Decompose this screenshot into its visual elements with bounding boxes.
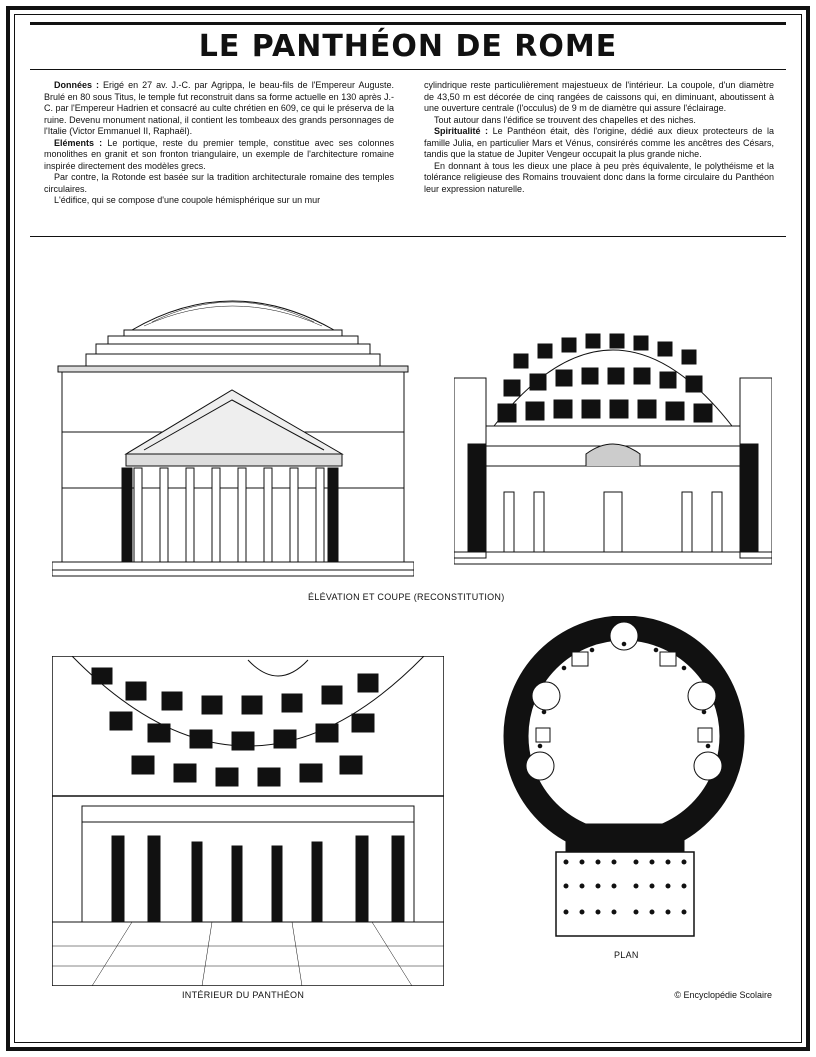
paragraph: Eléments : Le portique, reste du premier temple, constitue avec ses colonnes monolithes en granit et son fronton triangulaire, un exemple de l'architecture romaine inspirée directement des modèles grecs.: [44, 137, 394, 171]
elevation-caption: ÉLÉVATION ET COUPE (RECONSTITUTION): [308, 592, 505, 602]
plan-caption: PLAN: [614, 950, 639, 960]
paragraph: En donnant à tous les dieux une place à peu près équivalente, le polythéisme et la tolérance religieuse des Romains trouvaient donc dans la forme circulaire du Panthéon leur expression naturelle.: [424, 160, 774, 194]
plan-drawing: [500, 616, 750, 940]
text-column-right: [424, 80, 774, 230]
divider: [30, 236, 786, 237]
text-column-left: [44, 80, 394, 230]
paragraph: Spiritualité : Le Panthéon était, dès l'origine, dédié aux dieux protecteurs de la famille Julia, en particulier Mars et Vénus, consirérés comme les ancêtres des Césars, tandis que la statue de Jupiter Vengeur occupait la plus grande niche.: [424, 126, 774, 159]
intro-text: [44, 80, 774, 230]
page-title: LE PANTHÉON DE ROME: [198, 29, 618, 64]
interior-caption: INTÉRIEUR DU PANTHÉON: [182, 990, 305, 1000]
title-banner: [30, 22, 786, 70]
elevation-drawing: [52, 282, 414, 584]
section-drawing: [454, 294, 772, 566]
paragraph: Par contre, la Rotonde est basée sur la tradition architecturale romaine des temples circulaires.: [44, 172, 394, 194]
interior-drawing: [52, 656, 444, 986]
paragraph: cylindrique reste particulièrement majestueux de l'intérieur. La coupole, d'un diamètre de 43,50 m est décorée de cinq rangées de caissons qui, en diminuant, aboutissent à une ouverture centrale (l'occulus) de 9 m de diamètre qui assure l'éclairage.: [424, 80, 774, 113]
paragraph: Données : Erigé en 27 av. J.-C. par Agrippa, le beau-fils de l'Empereur Auguste. Brulé en 80 sous Titus, le temple fut reconstruit dans sa forme actuelle en 130 après J.-C. par l'Empereur Hadrien et consacré au culte chrétien en 609, ce qui le préserva de la ruine. Devenu monument national, il contient les tombeaux des grands personnages de l'Italie (Victor Emmanuel II, Raphaël).: [44, 80, 394, 136]
paragraph: L'édifice, qui se compose d'une coupole hémisphérique sur un mur: [54, 195, 321, 205]
credit-line: © Encyclopédie Scolaire: [674, 990, 772, 1000]
paragraph: Tout autour dans l'édifice se trouvent des chapelles et des niches.: [434, 114, 696, 125]
